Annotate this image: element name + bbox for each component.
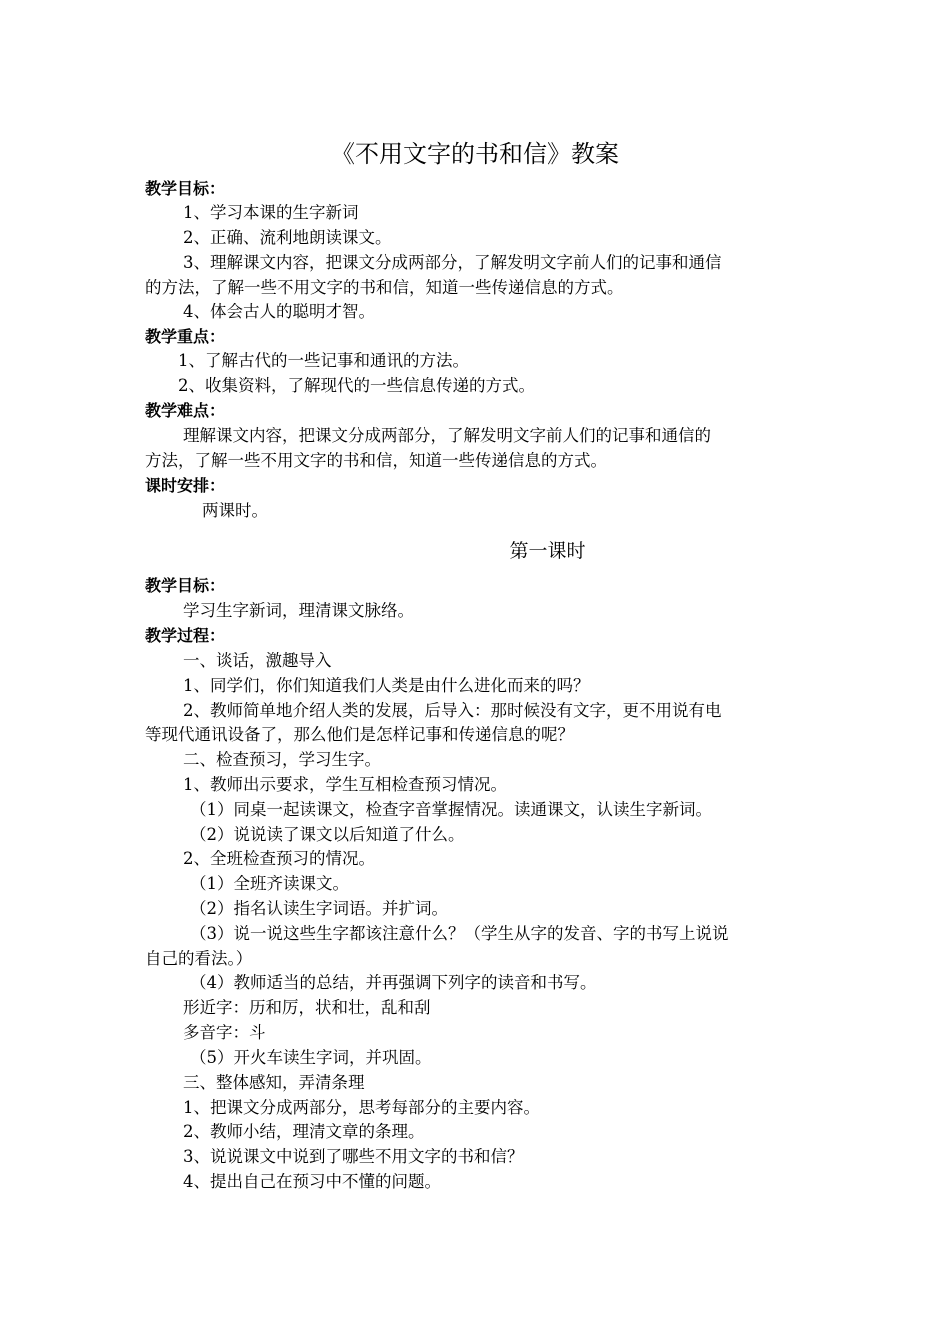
lesson-subtitle: 第一课时 [509,540,586,562]
process-line: 2、教师简单地介绍人类的发展，后导入：那时候没有文字，更不用说有电 [183,701,722,720]
section-heading-key-points: 教学重点： [145,327,226,346]
process-line: （3）说一说这些生字都该注意什么？（学生从字的发音、字的书写上说说 [190,924,729,943]
goal-item-1: 1、学习本课的生字新词 [183,203,359,222]
process-line: （2）指名认读生字词语。并扩词。 [190,899,448,918]
process-line: 自己的看法。） [145,949,253,968]
lesson-process-heading: 教学过程： [145,626,226,645]
process-line: 一、谈话，激趣导入 [183,651,332,670]
key-point-2: 2、收集资料，了解现代的一些信息传递的方式。 [178,376,535,395]
process-line: 形近字：历和厉，状和壮，乱和刮 [183,998,431,1017]
section-heading-goals: 教学目标： [145,179,226,198]
process-line: 1、把课文分成两部分，思考每部分的主要内容。 [183,1098,540,1117]
goal-item-3-cont: 的方法，了解一些不用文字的书和信，知道一些传递信息的方式。 [145,278,624,297]
goal-item-4: 4、体会古人的聪明才智。 [183,302,375,321]
process-line: 多音字：斗 [183,1023,266,1042]
process-line: 等现代通讯设备了，那么他们是怎样记事和传递信息的呢？ [145,725,574,744]
process-line: （1）全班齐读课文。 [190,874,349,893]
section-heading-schedule: 课时安排： [145,476,226,495]
lesson-goal-text: 学习生字新词，理清课文脉络。 [183,601,414,620]
process-line: 2、全班检查预习的情况。 [183,849,375,868]
process-line: （1）同桌一起读课文，检查字音掌握情况。读通课文，认读生字新词。 [190,800,712,819]
process-line: （2）说说读了课文以后知道了什么。 [190,825,465,844]
difficulty-line-2: 方法，了解一些不用文字的书和信，知道一些传递信息的方式。 [145,451,607,470]
goal-item-2: 2、正确、流利地朗读课文。 [183,228,392,247]
process-line: 3、说说课文中说到了哪些不用文字的书和信？ [183,1147,524,1166]
lesson-goal-heading: 教学目标： [145,576,226,595]
schedule-text: 两课时。 [202,501,268,520]
key-point-1: 1、了解古代的一些记事和通讯的方法。 [178,351,469,370]
document-title: 《不用文字的书和信》教案 [331,140,619,168]
difficulty-line-1: 理解课文内容，把课文分成两部分，了解发明文字前人们的记事和通信的 [183,426,711,445]
section-heading-difficulties: 教学难点： [145,401,226,420]
process-line: 二、检查预习，学习生字。 [183,750,381,769]
goal-item-3: 3、理解课文内容，把课文分成两部分，了解发明文字前人们的记事和通信 [183,253,722,272]
process-line: 2、教师小结，理清文章的条理。 [183,1122,425,1141]
process-line: 4、提出自己在预习中不懂的问题。 [183,1172,441,1191]
process-line: （5）开火车读生字词，并巩固。 [190,1048,432,1067]
process-line: 三、整体感知，弄清条理 [183,1073,365,1092]
process-line: （4）教师适当的总结，并再强调下列字的读音和书写。 [190,973,597,992]
process-line: 1、同学们，你们知道我们人类是由什么进化而来的吗？ [183,676,590,695]
process-line: 1、教师出示要求，学生互相检查预习情况。 [183,775,507,794]
